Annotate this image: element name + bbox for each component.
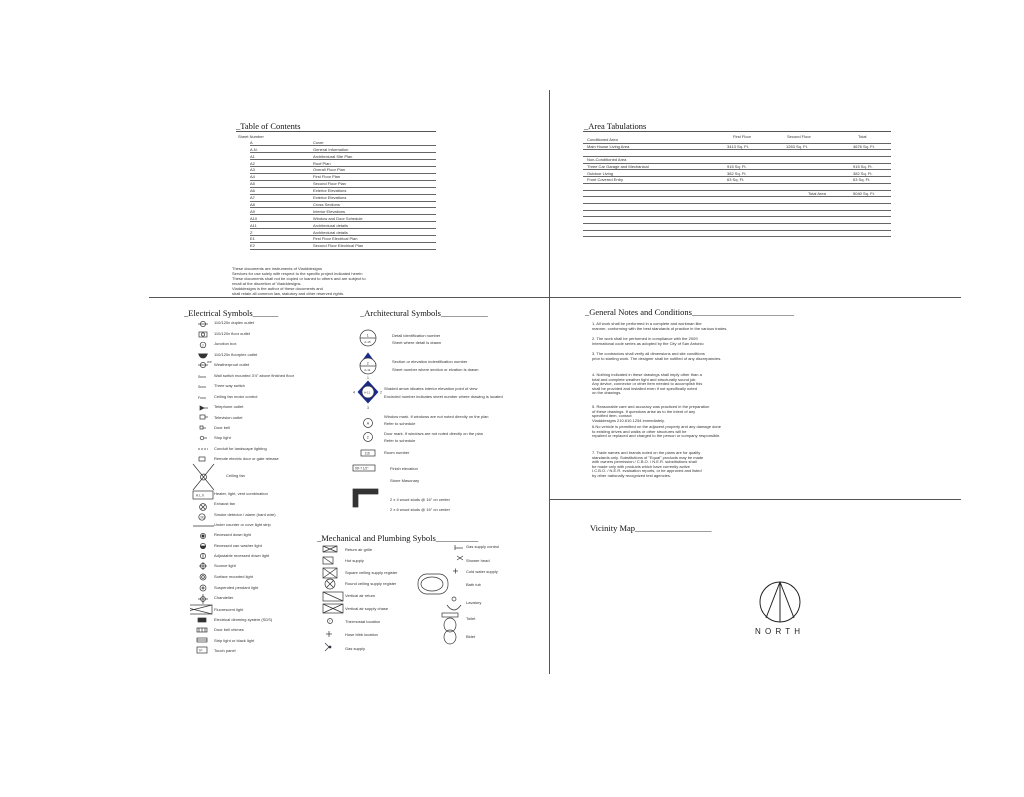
svg-text:J: J [201, 343, 204, 348]
mechanical-legend-item: Vertical air supply chase [345, 606, 389, 611]
note-line: 5. Reasonable care and accuracy was practiced in the preparation [592, 404, 710, 409]
divider-vertical [549, 90, 550, 674]
architectural-legend-item: Refer to schedule [384, 421, 416, 426]
note-line: 3. The contractors shall verify all dimensions and site conditions [592, 351, 705, 356]
television-icon [200, 415, 208, 419]
hose-bibb-icon [326, 631, 332, 637]
plumbing-legend-item: Bidet [466, 634, 476, 639]
area-row [583, 230, 891, 238]
svg-text:A: A [366, 421, 370, 426]
weatherproof-outlet-icon [198, 360, 212, 368]
note-line: prior to starting work. The designer shall be notified of any discrepancies. [592, 355, 722, 361]
electrical-legend-item: Ceiling fan motor control [214, 394, 258, 399]
toc-sheet: A5 [250, 181, 255, 187]
area-first: 63 Sq. Ft. [727, 177, 745, 183]
svg-text:2: 2 [366, 435, 369, 440]
note-line: 7. Trade names and brands noted on the plans are for quality [592, 450, 701, 455]
area-col-second: Second Floor [787, 134, 811, 139]
electrical-legend-item: Sconce light [214, 563, 236, 568]
heater-vent-icon [193, 491, 213, 499]
svg-text:4: 4 [353, 390, 355, 395]
mechanical-symbols-svg [320, 543, 470, 655]
notes-title: _General Notes and Conditions________________________ [585, 307, 794, 317]
area-total: 5040 Sq. Ft. [853, 190, 875, 196]
toc-name: Roof Plan [313, 160, 331, 166]
toc-sheet: A.N. [250, 146, 258, 152]
toc-title: _Table of Contents [236, 121, 301, 131]
wall-switch-icon [198, 375, 206, 379]
mechanical-legend-item: Square ceiling supply register [345, 570, 398, 575]
toc-name: Exterior Elevations [313, 195, 347, 201]
electrical-legend-item: Recessed down light [214, 532, 251, 537]
dimming-system-icon [198, 618, 206, 622]
electrical-legend-item: 110/120v duplex outlet [214, 320, 254, 325]
electrical-legend-item: Wall switch mounted 3'4" above finished floor [214, 373, 295, 378]
mechanical-legend-item: Round ceiling supply register [345, 581, 397, 586]
area-total: 4676 Sq. Ft. [853, 143, 875, 149]
electrical-legend-item: Telephone outlet [214, 404, 244, 409]
electrical-legend-item: Fluorescent light [214, 607, 244, 612]
pendant-light-icon [200, 585, 206, 591]
svg-text:A-11: A-11 [364, 390, 371, 395]
area-second: 1263 Sq. Ft. [786, 143, 808, 149]
stone-masonry-icon [353, 489, 378, 507]
electrical-legend-item: Heater, light, vent combination [214, 491, 268, 496]
cold-water-icon [453, 569, 458, 574]
electrical-legend-item: Suspended pendant light [214, 585, 259, 590]
finish-elevation-icon [353, 465, 375, 471]
note-line: 2. The work shall be performed in compliance with the 2009 [592, 336, 698, 341]
toc-sheet: A [250, 139, 253, 145]
electrical-legend-item: Ceiling fan [226, 473, 245, 478]
plumbing-legend-item: Gas supply control [466, 544, 500, 549]
north-label: N O R T H [755, 627, 802, 636]
toc-sheet: A4 [250, 174, 255, 180]
svg-text:1: 1 [367, 376, 369, 380]
electrical-legend-item: Weatherproof outlet [214, 362, 250, 367]
electrical-symbols-svg [190, 318, 220, 663]
electrical-legend-item: 110/120v floor outlet [214, 331, 250, 336]
toc-name: Window and Door Schedule [313, 215, 363, 221]
architectural-legend-item: Room number [384, 450, 410, 455]
door-bell-icon [200, 426, 206, 429]
svg-text:2: 2 [380, 390, 382, 395]
electrical-legend-item: 110/120v floorplex outlet [214, 352, 258, 357]
electrical-legend-item: Television outlet [214, 415, 243, 420]
architectural-legend-item: Finish elevation [390, 466, 418, 471]
architectural-legend-item: Window mark. If windows are not noted directly on the plan [384, 414, 489, 419]
architectural-legend-item: Encircled number indicates sheet number where drawing is located [384, 394, 503, 399]
architectural-legend-item: Sheet number where section or elvation is drawn [392, 367, 479, 372]
area-total: 63 Sq. Ft. [853, 177, 871, 183]
svg-text:SD: SD [200, 515, 205, 520]
toc-name: First Floor Electrical Plan [313, 236, 358, 242]
mechanical-legend-item: Thermostat location [345, 619, 381, 624]
telephone-icon [200, 406, 208, 410]
note-line: I.C.B.O. / N.E.R. evaluation reports, or be approved and listed [592, 468, 702, 474]
toc-header: Sheet Number [238, 134, 264, 139]
electrical-legend-item: Smoke detector / alarm (hard wire) [214, 512, 276, 517]
note-line: by other nationally recognized test agencies. [592, 472, 671, 478]
note-line: manner, conforming with the best standards of practice in the various trades. [592, 325, 728, 331]
note-paragraph [592, 373, 782, 396]
toc-name: Interior Elevations [313, 208, 346, 214]
note-paragraph [592, 405, 782, 423]
electrical-legend-item: Exhaust fan [214, 501, 236, 506]
electrical-legend-item: Recessed can washer light [214, 543, 262, 548]
note-line: shall be provided and installed even if not specifically noted [592, 385, 697, 391]
note-paragraph [592, 337, 782, 346]
plumbing-legend-item: Cold water supply [466, 569, 498, 574]
svg-text:TP: TP [198, 648, 203, 653]
note-line: on the drawings. [592, 390, 622, 396]
floorplex-outlet-icon [198, 354, 208, 358]
bath-tub-icon [418, 574, 448, 594]
svg-text:S: S [198, 375, 201, 379]
electrical-legend-item: Electrical dimming system (SDS) [214, 617, 273, 622]
toc-row [250, 242, 436, 250]
area-label: Conditioned Area [587, 137, 618, 143]
toc-sheet: A8 [250, 201, 255, 207]
svg-text:S: S [198, 385, 201, 389]
thermostat-icon [328, 619, 333, 624]
vicinity-title: Vicinity Map__________________ [590, 523, 712, 533]
area-total: 382 Sq. Ft. [853, 170, 873, 176]
north-arrow-icon [756, 581, 804, 627]
door-chimes-icon [197, 628, 207, 632]
toc-sheet: A11 [250, 222, 257, 228]
three-way-switch-icon [198, 385, 206, 389]
area-first: Total Area [808, 190, 826, 196]
mechanical-legend-item: Hot supply [345, 558, 364, 563]
note-line: to existing drives and walks or other structures will be [592, 428, 687, 434]
electrical-legend-item: Junction box [214, 341, 237, 346]
chandelier-icon [198, 594, 208, 604]
mechanical-legend-item: Return air grille [345, 547, 373, 552]
note-line: Any device, connector or other item needed to accomplish this [592, 381, 703, 387]
svg-text:A-11: A-11 [364, 368, 371, 372]
duplex-outlet-icon [198, 321, 208, 326]
electrical-legend-item: Surface mounted light [214, 574, 253, 579]
toc-sheet: A2 [250, 160, 255, 166]
area-title: _Area Tabulations [584, 121, 647, 131]
electrical-legend-item: Stop light [214, 435, 231, 440]
toc-name: Exterior Elevations [313, 188, 347, 194]
area-label: Outdoor Living [587, 170, 614, 176]
svg-text:A-15: A-15 [364, 339, 371, 344]
note-line: standards only. Substitutions of "Equal" products may be made [592, 454, 704, 460]
fan-control-icon [198, 396, 206, 400]
area-rule [583, 131, 891, 132]
architectural-legend-item: Door mark. If windows are not noted directly on the plan [384, 431, 483, 436]
mechanical-legend-item: Hose bibb location [345, 632, 378, 637]
note-paragraph [592, 352, 782, 361]
washer-light-icon [200, 543, 205, 548]
note-line: be made only with products which have currently active [592, 463, 690, 469]
area-total: 915 Sq. Ft. [853, 163, 873, 169]
architectural-legend-item: 2 x 6 wood studs @ 16" on center [390, 507, 450, 512]
gas-supply-icon [325, 643, 331, 651]
architectural-legend-item: Stone Masonary [390, 478, 420, 483]
area-col-first: First Floor [733, 134, 751, 139]
toc-name: General Information [313, 146, 349, 152]
divider-horizontal-right [549, 499, 961, 500]
electrical-legend-item: Strip light or black light [214, 638, 255, 643]
exhaust-fan-icon [200, 504, 207, 511]
note-paragraph [592, 425, 782, 439]
electrical-title: _Electrical Symbols______ [184, 308, 279, 318]
door-mark-icon [364, 433, 373, 442]
surface-light-icon [200, 574, 206, 580]
note-line: of these drawings. If questions arise as to the intent of any [592, 408, 696, 414]
note-paragraph [592, 322, 782, 331]
area-label: Main House Living Area [587, 143, 630, 149]
toc-sheet: A10 [250, 215, 258, 221]
note-line: total and complete weather tight and structurally sound job. [592, 376, 697, 382]
vertical-supply-icon [323, 604, 343, 613]
room-number-icon [361, 450, 375, 456]
electrical-legend-item: Conduit for landscape lighting [214, 446, 267, 451]
detail-marker-icon [360, 330, 376, 346]
plumbing-legend-item: Shower head [466, 558, 490, 563]
round-register-icon [325, 579, 335, 589]
electrical-legend-item: Adjustable recessed down light [214, 553, 270, 558]
toc-name: First Floor Plan [313, 174, 341, 180]
fluorescent-light-icon [190, 605, 212, 614]
toc-name: Second Floor Electrical Plan [313, 243, 364, 249]
toc-sheet: A6 [250, 188, 255, 194]
note-line: with owners permission / C.B.O. / N.E.R. substitutions shall [592, 459, 697, 465]
svg-text:3: 3 [367, 406, 369, 410]
strip-light-icon [197, 638, 207, 642]
architectural-legend-item: Refer to schedule [384, 438, 416, 443]
svg-text:2: 2 [366, 361, 369, 366]
architectural-legend-item: Detail identification number [392, 333, 441, 338]
toc-rule [236, 131, 436, 132]
area-first: 382 Sq. Ft. [727, 170, 747, 176]
window-mark-icon [364, 419, 373, 428]
hot-supply-icon [323, 557, 333, 564]
ceiling-fan-icon [193, 464, 214, 490]
svg-text:H.L.V.: H.L.V. [196, 493, 205, 498]
note-line: 6.No vehicle is permitted on the adjacent property and any damage done [592, 424, 721, 429]
toc-name: Cross Sections [313, 201, 340, 207]
electrical-legend-item: Chandelier [214, 595, 234, 600]
electrical-legend-item: Three way switch [214, 383, 245, 388]
adjustable-light-icon [200, 553, 205, 559]
note-paragraph [592, 451, 782, 479]
gate-release-icon [199, 457, 205, 461]
svg-text:99'-7 1/2": 99'-7 1/2" [355, 466, 369, 471]
electrical-legend-item: Remote electric door or gate release [214, 456, 279, 461]
square-register-icon [323, 568, 337, 578]
architectural-title: _Architectural Symbols___________ [360, 308, 488, 318]
shower-head-icon [457, 556, 463, 560]
floor-outlet-icon [199, 332, 207, 337]
section-marker-icon [360, 353, 376, 374]
area-col-total: Total [858, 134, 867, 139]
toc-name: Architectural details [313, 222, 348, 228]
touch-panel-icon [197, 647, 207, 653]
note-line: 4. Nothing indicated in these drawings shall imply other than a [592, 372, 702, 377]
area-first: 915 Sq. Ft. [727, 163, 747, 169]
note-line: International code series as adopted by the City of San Antonio [592, 340, 704, 346]
architectural-legend-item: Sheet where detail is drawn [392, 340, 442, 345]
electrical-legend-item: Under counter or cove light strip [214, 522, 271, 527]
plumbing-legend-item: Lavatory [466, 600, 482, 605]
toc-sheet: A3 [250, 167, 255, 173]
toc-sheet: A1 [250, 153, 255, 159]
electrical-legend-item: Door bell [214, 425, 231, 430]
smoke-detector-icon [199, 514, 206, 520]
architectural-legend-item: 2 x 4 wood studs @ 16" on center [390, 497, 450, 502]
note-line: 1. All work shall be performed in a complete and workman like [592, 321, 702, 326]
toc-sheet: E1 [250, 236, 255, 242]
stop-light-icon [200, 436, 207, 440]
area-label: Three Car Garage and Mechanical [587, 163, 649, 169]
vertical-return-icon [323, 592, 343, 601]
note-line: Viadddesigns 210.610.1254 immediately. [592, 417, 665, 423]
area-first: 3413 Sq. Ft. [727, 143, 749, 149]
mechanical-legend-item: Gas supply [345, 646, 366, 651]
mechanical-legend-item: Vertical air return [345, 593, 376, 598]
electrical-legend-item: Door bell chimes [214, 627, 244, 632]
toc-sheet: A7 [250, 195, 255, 201]
recessed-light-icon [200, 533, 205, 538]
architectural-legend-item: Shaded arrow idicates interior elevation point of view [384, 386, 478, 391]
toc-name: Second Floor Plan [313, 181, 346, 187]
toc-sheet: E2 [250, 243, 255, 249]
area-label: Non-Conditioned Area [587, 157, 627, 163]
toc-sheet: A9 [250, 208, 255, 214]
toilet-icon [442, 613, 458, 632]
toc-name: Architectural details [313, 229, 348, 235]
plumbing-legend-item: Bath tub [466, 582, 481, 587]
lavatory-icon [447, 597, 461, 610]
toc-name: Cover [313, 139, 324, 145]
svg-text:T: T [329, 619, 331, 624]
svg-text:WP: WP [207, 360, 212, 364]
elevation-compass-icon [353, 376, 382, 410]
toc-name: Overall Floor Plan [313, 167, 346, 173]
svg-text:F: F [198, 396, 201, 400]
mechanical-title: _Mechanical and Plumbing Sybols__________ [317, 533, 479, 543]
divider-horizontal [149, 297, 961, 298]
area-label: Front Covered Entry [587, 177, 624, 183]
plumbing-legend-item: Toilet [466, 616, 476, 621]
return-grille-icon [323, 546, 337, 552]
note-line: specified item, contact [592, 413, 632, 419]
note-line: repaired or replaced and charged to the person or company responsible. [592, 433, 721, 439]
sconce-light-icon [199, 562, 207, 570]
architectural-legend-item: Section or elevation indentification number [392, 359, 468, 364]
svg-text:116: 116 [364, 451, 370, 456]
toc-name: Architectural Site Plan [313, 153, 353, 159]
electrical-legend-item: Touch panel [214, 648, 236, 653]
svg-text:1: 1 [366, 333, 369, 338]
toc-disclaimer: These documents are instruments of Viadddesigns Services for use solely with respect to the specific project indicated herein These documents shall not be copied or loaned to others and are subject to recall at the discretion of Viadddesigns. Viadddesigns is the author of these documents and shall retain all common law, statutory and other reserved rights. [232, 266, 366, 296]
gas-control-icon [455, 545, 463, 550]
junction-box-icon [200, 342, 206, 348]
toc-sheet: Z [250, 229, 253, 235]
